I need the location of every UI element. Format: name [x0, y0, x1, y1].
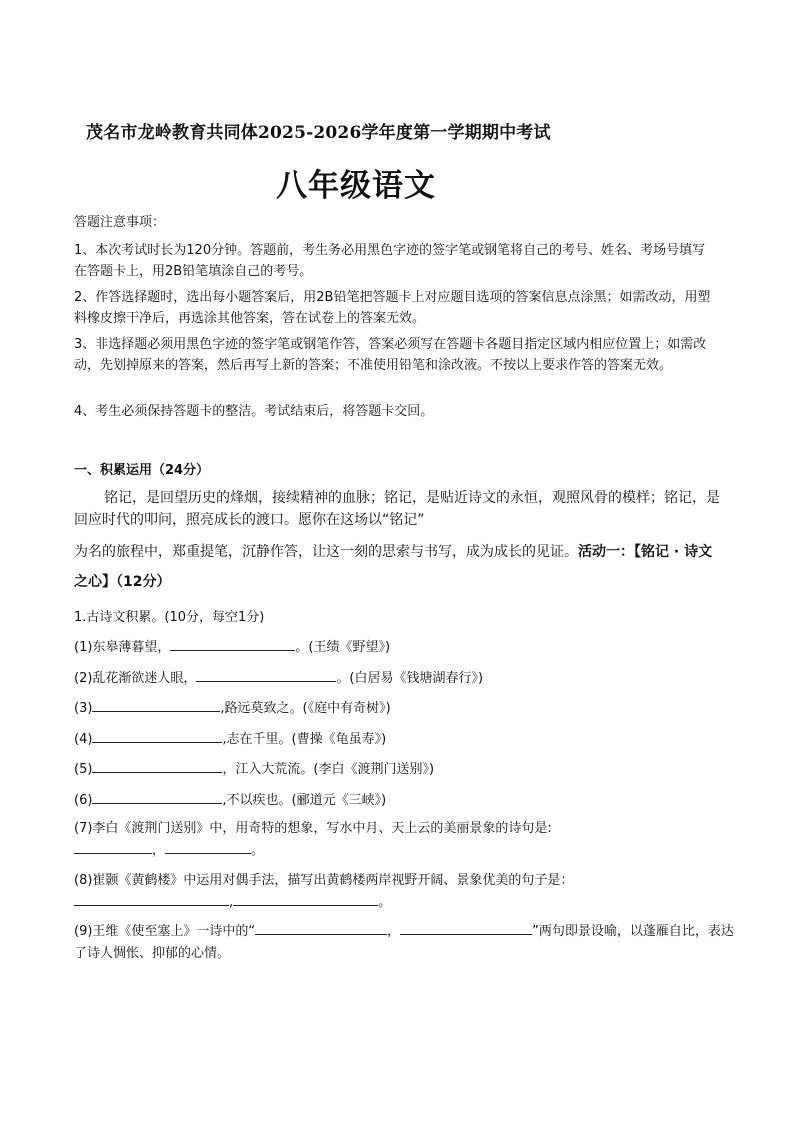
question-item-6	[74, 789, 386, 808]
question-item-4	[74, 728, 386, 747]
answer-blank[interactable]	[170, 638, 295, 651]
q6-suffix: ,不以疾也。(郦道元《三峡》)	[222, 793, 387, 808]
q1-suffix: 。(王绩《野望》)	[295, 640, 391, 655]
note-item-1: 1、本次考试时长为120分钟。答题前，考生务必用黑色字迹的签字笔或钢笔将自己的考号、姓名、考场号填写在答题卡上，用2B铅笔填涂自己的考号。	[74, 243, 706, 279]
answer-blank[interactable]	[92, 699, 220, 712]
question-item-9	[74, 921, 734, 965]
question-item-8	[74, 870, 734, 914]
notes-heading: 答题注意事项：	[74, 215, 166, 230]
q8-end: 。	[378, 895, 392, 910]
answer-blank[interactable]	[92, 791, 222, 804]
exam-title: 茂名市龙岭教育共同体2025-2026学年度第一学期期中考试	[86, 123, 551, 143]
q8-text: (8)崔颢《黄鹤楼》中运用对偶手法，描写出黄鹤楼两岸视野开阔、景象优美的句子是：	[74, 873, 574, 888]
q4-suffix: ,志在千里。(曹操《龟虽寿》)	[222, 732, 387, 747]
question-item-7	[74, 818, 734, 862]
question-item-5	[74, 758, 434, 777]
question-title: 1.古诗文积累。(10分，每空1分)	[74, 610, 265, 625]
q1-prefix: (1)东皋薄暮望，	[74, 640, 171, 655]
q2-prefix: (2)乱花渐欲迷人眼，	[74, 671, 197, 686]
q4-prefix: (4)	[74, 732, 93, 747]
answer-blank[interactable]	[255, 922, 387, 935]
question-item-2	[74, 667, 483, 686]
q9-prefix: (9)王维《使至塞上》一诗中的“	[74, 924, 256, 939]
answer-blank[interactable]	[92, 760, 222, 773]
subject-title: 八年级语文	[276, 168, 436, 204]
answer-blank[interactable]	[400, 922, 532, 935]
note-item-4: 4、考生必须保持答题卡的整洁。考试结束后，将答题卡交回。	[74, 404, 434, 419]
question-item-1	[74, 636, 390, 655]
q7-end: 。	[251, 843, 265, 858]
q7-separator: ，	[152, 843, 166, 858]
section-intro: 铭记，是回望历史的烽烟，接续精神的血脉；铭记，是贴近诗文的永恒，观照风骨的模样；铭记，是回应时代的叩问，照亮成长的渡口。愿你在这场以“铭记”	[74, 490, 720, 528]
intro-text: 为名的旅程中，郑重提笔，沉静作答，让这一刻的思索与书写，成为成长的见证。	[74, 544, 578, 560]
activity-title: 活动一：【铭记 · 诗文之心】（12分）	[74, 544, 713, 590]
answer-blank[interactable]	[74, 893, 229, 906]
q3-suffix: ,路远莫致之。(《庭中有奇树》)	[220, 701, 391, 716]
q2-suffix: 。(白居易《钱塘湖春行》)	[336, 671, 484, 686]
section-intro-continued	[74, 537, 724, 597]
answer-blank[interactable]	[196, 669, 336, 682]
section-heading: 一、积累运用（24分）	[74, 463, 210, 478]
q9-suffix: ”两句即景设喻，以蓬雁自比，表达了诗人惆怅、抑郁的心情。	[74, 924, 734, 961]
q9-middle: ，	[387, 924, 401, 939]
answer-blank[interactable]	[74, 841, 152, 854]
q3-prefix: (3)	[74, 701, 93, 716]
answer-blank[interactable]	[92, 730, 222, 743]
answer-blank[interactable]	[165, 841, 251, 854]
q6-prefix: (6)	[74, 793, 93, 808]
note-item-2: 2、作答选择题时，选出每小题答案后，用2B铅笔把答题卡上对应题目选项的答案信息点涂黑；如需改动，用塑料橡皮擦干净后，再选涂其他答案，答在试卷上的答案无效。	[74, 290, 711, 326]
q7-text: (7)李白《渡荆门送别》中，用奇特的想象，写水中月、天上云的美丽景象的诗句是:	[74, 821, 552, 836]
q8-separator: ,	[229, 895, 234, 910]
answer-blank[interactable]	[233, 893, 378, 906]
note-item-3: 3、非选择题必须用黑色字迹的签字笔或钢笔作答，答案必须写在答题卡各题目指定区域内相应位置上；如需改动，先划掉原来的答案，然后再写上新的答案；不准使用铅笔和涂改液。不按以上要求作答的答案无效。	[74, 337, 707, 373]
question-item-3	[74, 697, 391, 716]
q5-prefix: (5)	[74, 762, 93, 777]
q5-suffix: ，江入大荒流。(李白《渡荆门送别》)	[222, 762, 435, 777]
